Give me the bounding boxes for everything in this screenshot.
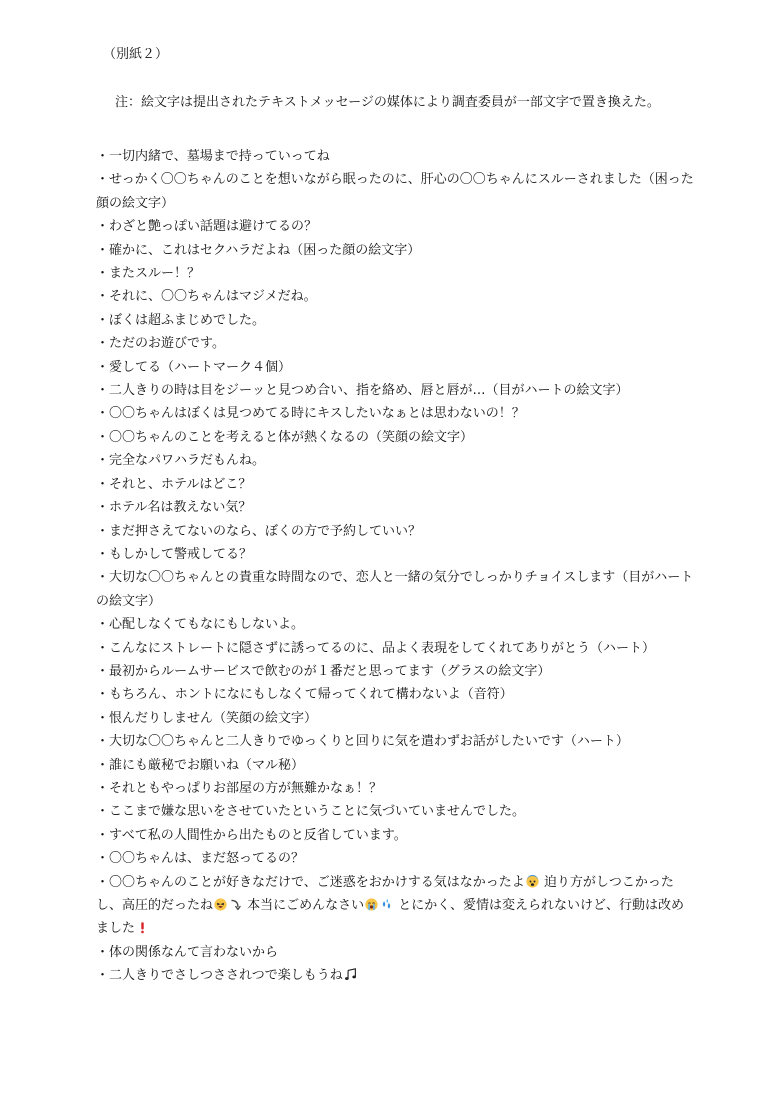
- message-item: ・二人きりの時は目をジーッと見つめ合い、指を絡め、唇と唇が…（目がハートの絵文字）: [96, 383, 629, 399]
- crying-face-icon: [365, 898, 378, 911]
- message-item: ・またスルー！？: [96, 266, 201, 282]
- fearful-face-icon: [526, 875, 539, 888]
- message-item: ・それともやっぱりお部屋の方が無難かなぁ！？: [96, 780, 383, 796]
- message-item: ・それと、ホテルはどこ？: [96, 476, 252, 492]
- message-item: ・もちろん、ホントになにもしなくて帰ってくれて構わないよ（音符）: [96, 687, 513, 703]
- message-list: [96, 145, 696, 988]
- sweat-droplets-icon: [380, 898, 393, 911]
- message-item-with-emoji: [96, 964, 696, 987]
- message-text: 迫り方がしつこかったし、高圧的だったね: [96, 874, 674, 913]
- message-item: ・最初からルームサービスで飲むのが１番だと思ってます（グラスの絵文字）: [96, 663, 551, 679]
- message-item: ・ただのお遊びです。: [96, 336, 225, 352]
- message-item: ・大切な〇〇ちゃんとの貴重な時間なので、恋人と一緒の気分でしっかりチョイスします（目がハートの絵文字）: [96, 570, 694, 609]
- message-item: ・わざと艶っぽい話題は避けてるの？: [96, 219, 318, 235]
- message-text: ・〇〇ちゃんのことが好きなだけで、ご迷惑をおかけする気はなかったよ: [96, 874, 525, 890]
- message-item: ・大切な〇〇ちゃんと二人きりでゆっくりと回りに気を遣わずお話がしたいです（ハート）: [96, 734, 629, 750]
- message-item: ・まだ押さえてないのなら、ぼくの方で予約していい？: [96, 523, 422, 539]
- message-item: ・愛してる（ハートマーク４個）: [96, 359, 292, 375]
- message-item: ・せっかく〇〇ちゃんのことを想いながら眠ったのに、肝心の〇〇ちゃんにスルーされました（困った顔の絵文字）: [96, 172, 694, 211]
- message-item: ・すべて私の人間性から出たものと反省しています。: [96, 827, 407, 843]
- message-item: ・完全なパワハラだもんね。: [96, 453, 266, 469]
- message-item: ・一切内緒で、墓場まで持っていってね: [96, 149, 330, 164]
- message-item: ・〇〇ちゃんは、まだ怒ってるの？: [96, 851, 305, 867]
- exclamation-icon: [136, 921, 149, 934]
- attachment-label: （別紙２）: [103, 47, 169, 62]
- message-text: 本当にごめんなさい: [243, 898, 365, 913]
- arrow-icon: [229, 898, 242, 911]
- message-text: ・二人きりでさしつさされつで楽しもうね: [96, 968, 343, 984]
- message-item: ・こんなにストレートに隠さずに誘ってるのに、品よく表現をしてくれてありがとう（ハート）: [96, 640, 656, 656]
- message-item: ・確かに、これはセクハラだよね（困った顔の絵文字）: [96, 242, 421, 258]
- message-item: ・ホテル名は教えない気？: [96, 500, 252, 516]
- message-item: ・〇〇ちゃんはぼくは見つめてる時にキスしたいなぁとは思わないの！？: [96, 406, 525, 422]
- message-item: ・心配しなくてもなにもしないよ。: [96, 617, 305, 633]
- message-item: ・それに、〇〇ちゃんはマジメだね。: [96, 289, 317, 305]
- tired-face-icon: [214, 898, 227, 911]
- message-text: とにかく、愛情は変えられないけど、行動は改めました: [96, 898, 685, 937]
- message-item: ・ここまで嫌な思いをさせていたということに気づいていませんでした。: [96, 804, 526, 820]
- message-item: ・〇〇ちゃんのことを考えると体が熱くなるの（笑顔の絵文字）: [96, 429, 474, 445]
- message-item: ・ぼくは超ふまじめでした。: [96, 312, 266, 328]
- musical-notes-icon: [344, 968, 357, 981]
- message-item: ・誰にも厳秘でお願いね（マル秘）: [96, 757, 305, 773]
- message-item: ・恨んだりしません（笑顔の絵文字）: [96, 710, 318, 726]
- message-item: ・体の関係なんて言わないから: [96, 944, 279, 960]
- emoji-replacement-note: 注：絵文字は提出されたテキストメッセージの媒体により調査委員が一部文字で置き換えた。: [115, 95, 660, 110]
- message-item: ・もしかして警戒してる？: [96, 546, 253, 562]
- message-item-with-emoji: [96, 871, 696, 941]
